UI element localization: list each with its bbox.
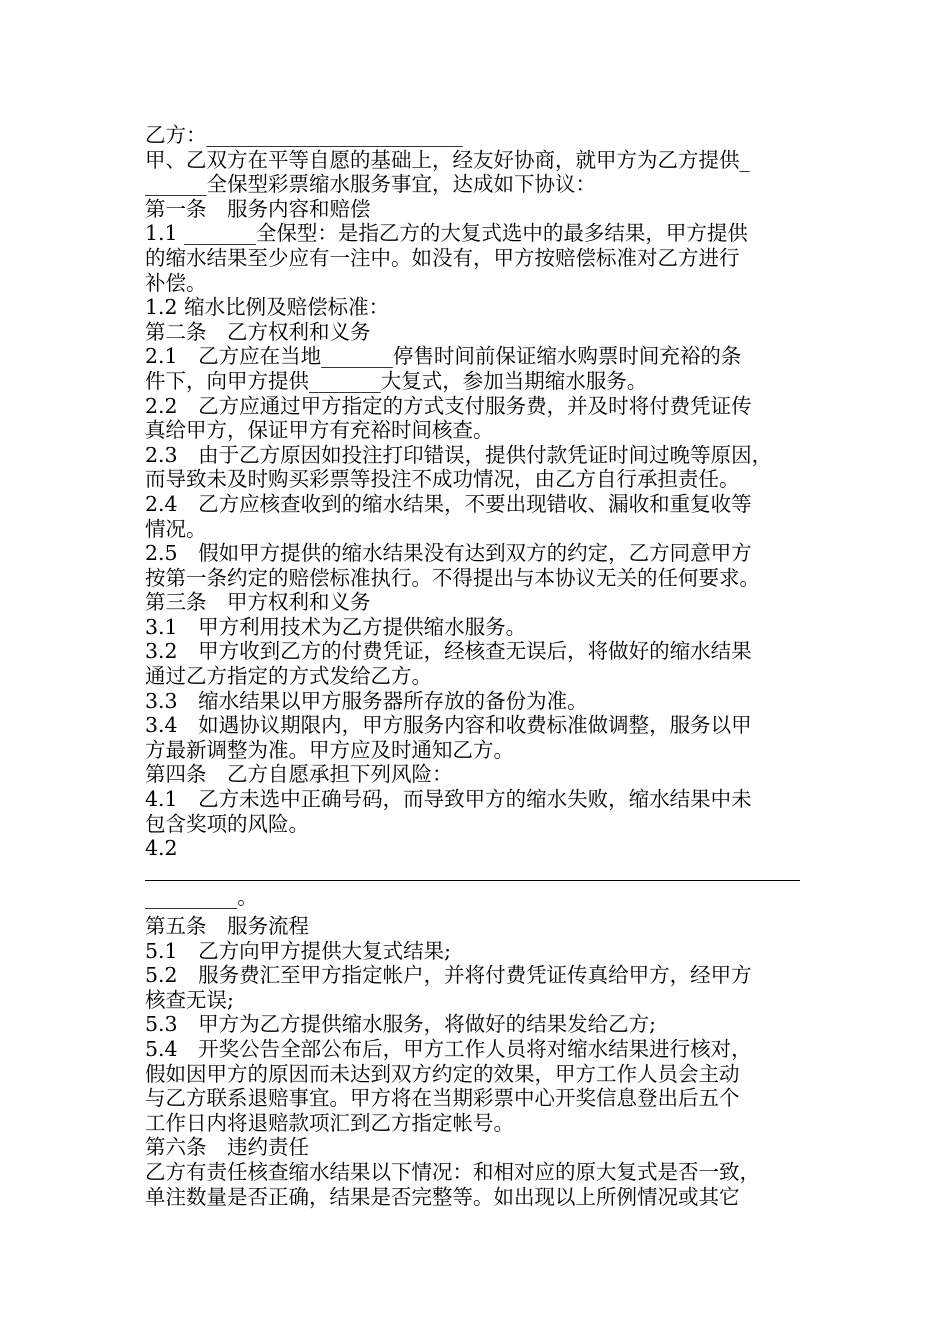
article-6-body-line: 单注数量是否正确，结果是否完整等。如出现以上所例情况或其它 [145, 1184, 740, 1209]
clause-5-3-line: 5.3 甲方为乙方提供缩水服务，将做好的结果发给乙方; [145, 1012, 657, 1037]
clause-5-4-line: 5.4 开奖公告全部公布后，甲方工作人员将对缩水结果进行核对， [145, 1036, 752, 1061]
clause-1-2-line: 1.2 缩水比例及赔偿标准： [145, 295, 390, 320]
clause-4-1-line: 包含奖项的风险。 [145, 811, 309, 836]
clause-3-2-line: 3.2 甲方收到乙方的付费凭证，经核查无误后，将做好的缩水结果 [145, 639, 752, 664]
clause-4-2-line: _________。 [145, 885, 258, 910]
clause-5-4-line: 假如因甲方的原因而未达到双方约定的效果，甲方工作人员会主动 [145, 1061, 740, 1086]
article-6-heading: 第六条 违约责任 [145, 1135, 309, 1160]
clause-2-5-line: 按第一条约定的赔偿标准执行。不得提出与本协议无关的任何要求。 [145, 565, 760, 590]
clause-5-2-line: 5.2 服务费汇至甲方指定帐户，并将付费凭证传真给甲方，经甲方 [145, 963, 752, 988]
clause-1-1-line: 的缩水结果至少应有一注中。如没有，甲方按赔偿标准对乙方进行 [145, 245, 740, 270]
clause-1-1-line: 补偿。 [145, 270, 207, 295]
article-1-heading: 第一条 服务内容和赔偿 [145, 196, 371, 221]
contract-page [145, 123, 825, 1209]
clause-5-4-line: 与乙方联系退赔事宜。甲方将在当期彩票中心开奖信息登出后五个 [145, 1086, 740, 1111]
article-2-heading: 第二条 乙方权利和义务 [145, 319, 371, 344]
clause-4-2-line: 4.2 [145, 836, 178, 861]
clause-2-3-line: 而导致未及时购买彩票等投注不成功情况，由乙方自行承担责任。 [145, 467, 740, 492]
party-b-line: 乙方：_________________________ [145, 123, 463, 147]
clause-3-3-line: 3.3 缩水结果以甲方服务器所存放的备份为准。 [145, 688, 588, 713]
clause-4-2-blank-line [145, 861, 825, 886]
clause-1-1-line: 1.1 _______全保型：是指乙方的大复式选中的最多结果，甲方提供 [145, 221, 748, 246]
clause-3-4-line: 方最新调整为准。甲方应及时通知乙方。 [145, 737, 514, 762]
article-5-heading: 第五条 服务流程 [145, 914, 309, 938]
clause-2-1-line: 2.1 乙方应在当地_______停售时间前保证缩水购票时间充裕的条 [145, 344, 742, 369]
clause-2-4-line: 2.4 乙方应核查收到的缩水结果，不要出现错收、漏收和重复收等 [145, 491, 752, 516]
intro-line: ______全保型彩票缩水服务事宜，达成如下协议： [145, 172, 596, 197]
clause-4-1-line: 4.1 乙方未选中正确号码，而导致甲方的缩水失败，缩水结果中未 [145, 787, 752, 812]
clause-2-3-line: 2.3 由于乙方原因如投注打印错误，提供付款凭证时间过晚等原因， [145, 442, 773, 467]
clause-5-4-line: 工作日内将退赔款项汇到乙方指定帐号。 [145, 1110, 514, 1135]
intro-line: 甲、乙双方在平等自愿的基础上，经友好协商，就甲方为乙方提供_ [145, 147, 750, 172]
clause-3-1-line: 3.1 甲方利用技术为乙方提供缩水服务。 [145, 614, 527, 639]
clause-2-4-line: 情况。 [145, 516, 207, 541]
clause-2-2-line: 真给甲方，保证甲方有充裕时间核查。 [145, 418, 494, 443]
clause-2-2-line: 2.2 乙方应通过甲方指定的方式支付服务费，并及时将付费凭证传 [145, 393, 752, 418]
article-6-body-line: 乙方有责任核查缩水结果以下情况：和相对应的原大复式是否一致， [145, 1159, 760, 1184]
clause-5-1-line: 5.1 乙方向甲方提供大复式结果; [145, 938, 452, 963]
clause-2-1-line: 件下，向甲方提供_______大复式，参加当期缩水服务。 [145, 368, 648, 393]
article-4-heading: 第四条 乙方自愿承担下列风险： [145, 762, 453, 787]
clause-2-5-line: 2.5 假如甲方提供的缩水结果没有达到双方的约定，乙方同意甲方 [145, 541, 752, 566]
clause-5-2-line: 核查无误; [145, 987, 234, 1012]
article-3-heading: 第三条 甲方权利和义务 [145, 590, 371, 615]
clause-3-4-line: 3.4 如遇协议期限内，甲方服务内容和收费标准做调整，服务以甲 [145, 713, 752, 738]
clause-3-2-line: 通过乙方指定的方式发给乙方。 [145, 664, 432, 689]
